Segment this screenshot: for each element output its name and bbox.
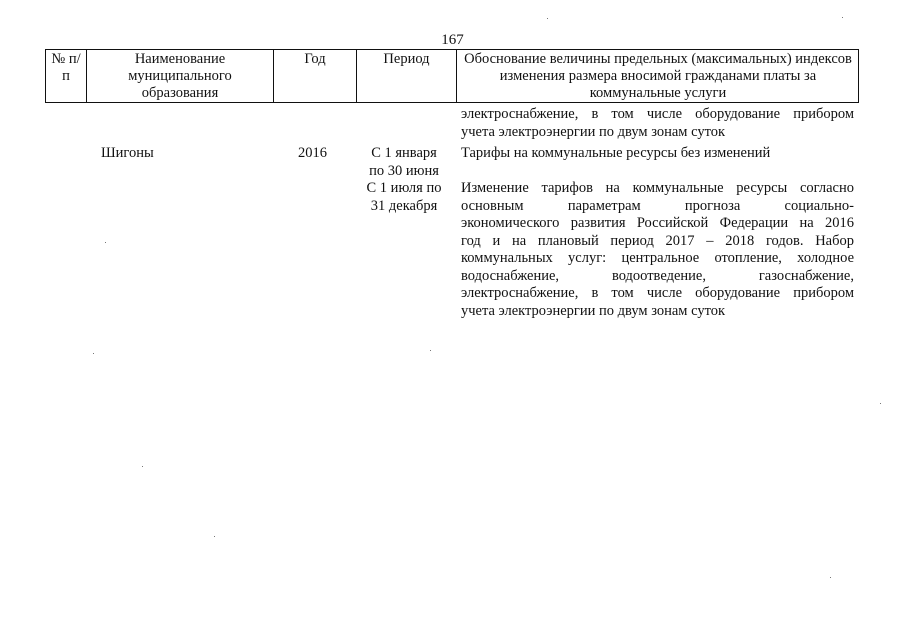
header-year: Год <box>304 51 326 67</box>
period-second-half: С 1 июля по 31 декабря <box>366 180 442 214</box>
justification-first-half: Тарифы на коммунальные ресурсы без изменений <box>461 145 771 161</box>
scan-speck <box>93 353 94 354</box>
header-justification: Обоснование величины предельных (максимальных) индексов изменения размера вносимой гражданами платы за коммунальные услуги <box>464 51 852 101</box>
text-line: учета электроэнергии по двум зонам суток <box>461 123 726 140</box>
column-divider <box>86 50 87 102</box>
header-num: № п/п <box>51 51 81 84</box>
text-line: основным параметрам прогноза социально- <box>461 197 854 214</box>
column-divider <box>356 50 357 102</box>
text-line: водоснабжение, водоотведение, газоснабжение, <box>461 267 854 284</box>
column-divider <box>273 50 274 102</box>
header-period: Период <box>383 51 430 67</box>
text-line: год и на плановый период 2017 – 2018 годов. Набор <box>461 232 854 249</box>
text-line: учета электроэнергии по двум зонам суток <box>461 302 726 319</box>
scan-speck <box>842 17 843 18</box>
scan-speck <box>547 18 548 19</box>
justification-second-half <box>461 180 854 320</box>
table-header <box>45 49 859 103</box>
scan-speck <box>880 403 881 404</box>
text-line: Изменение тарифов на коммунальные ресурсы согласно <box>461 180 854 196</box>
scan-speck <box>430 350 431 351</box>
scan-speck <box>142 466 143 467</box>
year-value: 2016 <box>298 145 327 161</box>
period-first-half: С 1 января по 30 июня <box>369 145 439 179</box>
scan-speck <box>214 536 215 537</box>
text-line: коммунальных услуг: центральное отопление, холодное <box>461 250 854 266</box>
column-divider <box>456 50 457 102</box>
continuation-text <box>461 106 854 141</box>
text-line: экономического развития Российской Федерации на 2016 <box>461 215 854 231</box>
municipality-name: Шигоны <box>101 145 154 161</box>
scan-speck <box>830 577 831 578</box>
header-municipality: Наименование муниципального образования <box>128 51 232 101</box>
page-number: 167 <box>441 32 464 48</box>
text-line: электроснабжение, в том числе оборудование прибором <box>461 106 854 122</box>
text-line: электроснабжение, в том числе оборудование прибором <box>461 285 854 301</box>
scan-speck <box>105 242 106 243</box>
